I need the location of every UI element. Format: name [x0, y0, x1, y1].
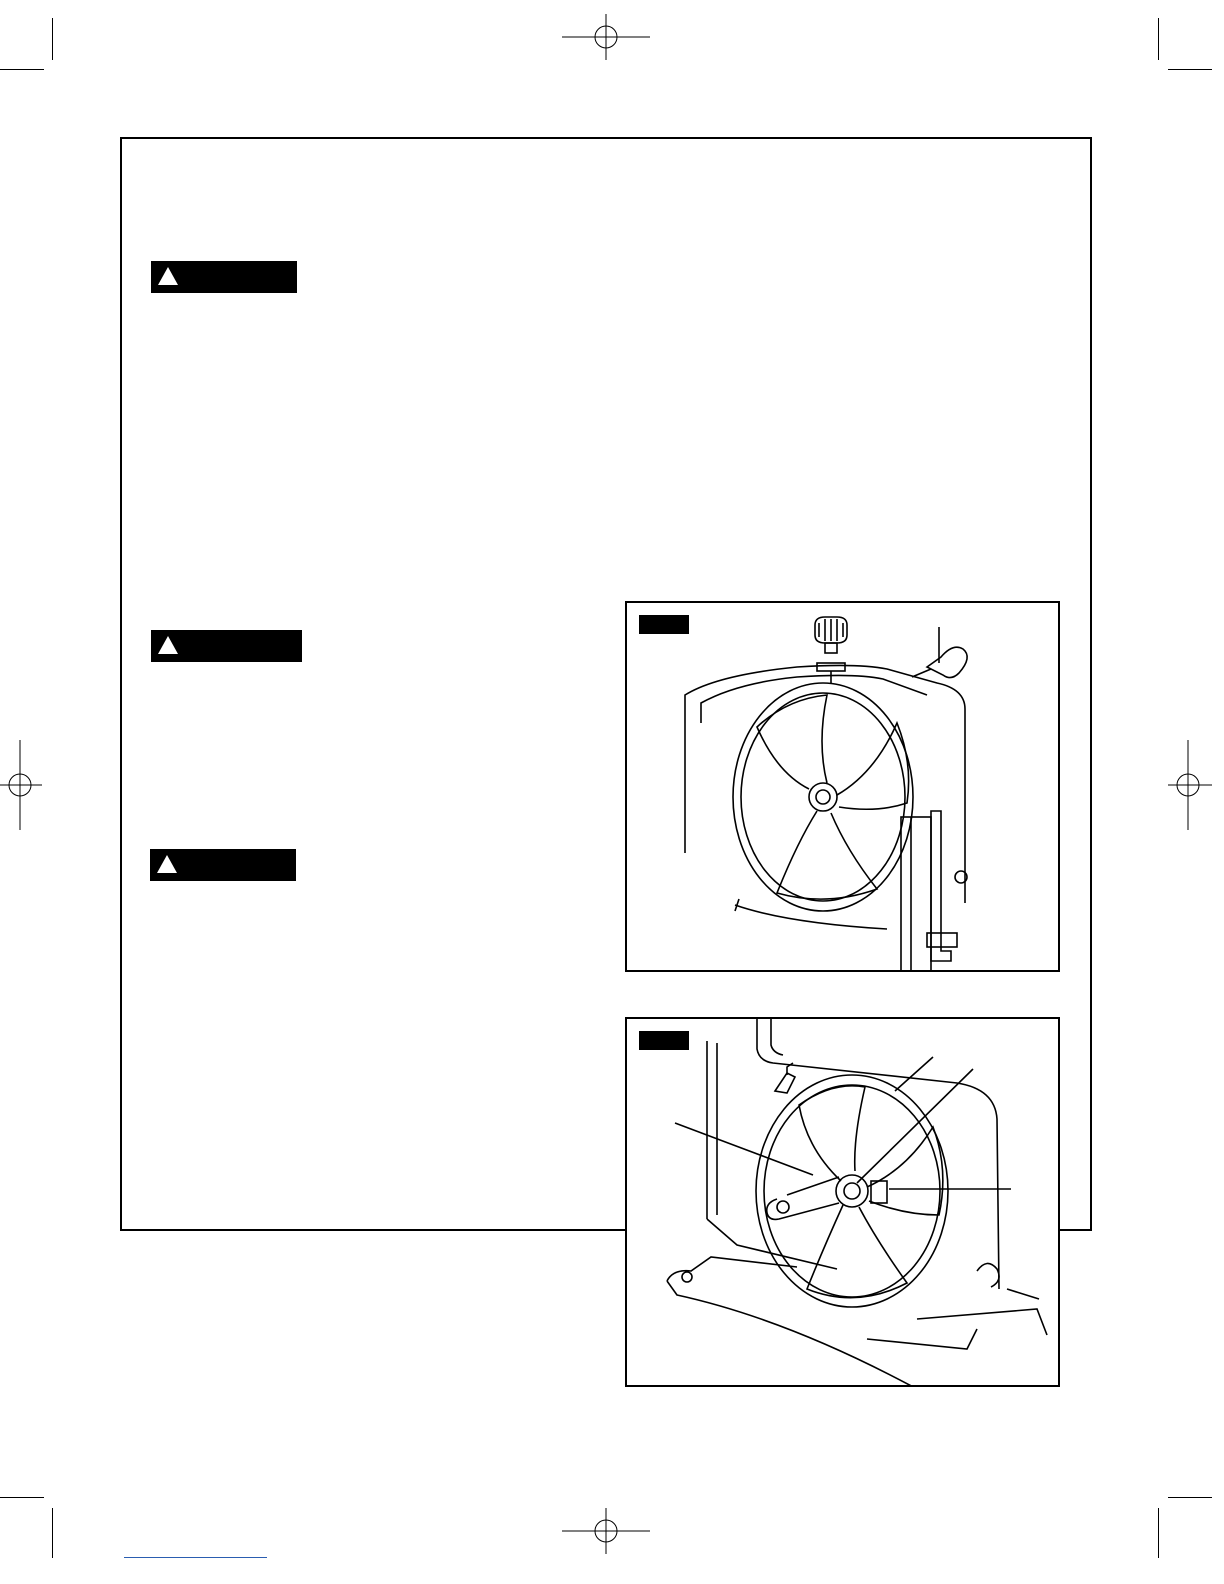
warning-badge-2	[151, 630, 302, 662]
warning-badge-1	[151, 261, 297, 293]
figure-lower-wheel	[625, 1017, 1060, 1387]
figure-upper-wheel	[625, 601, 1060, 972]
registration-mark-left	[0, 740, 42, 830]
lower-wheel-illustration	[627, 1019, 1060, 1387]
registration-mark-right	[1168, 740, 1212, 830]
registration-mark-top	[560, 14, 652, 60]
warning-badge-3	[150, 849, 296, 881]
warning-triangle-icon	[156, 854, 178, 874]
footer-rule	[124, 1557, 267, 1558]
registration-mark-bottom	[560, 1508, 652, 1554]
warning-triangle-icon	[157, 266, 179, 286]
upper-wheel-illustration	[627, 603, 1060, 972]
warning-triangle-icon	[157, 635, 179, 655]
